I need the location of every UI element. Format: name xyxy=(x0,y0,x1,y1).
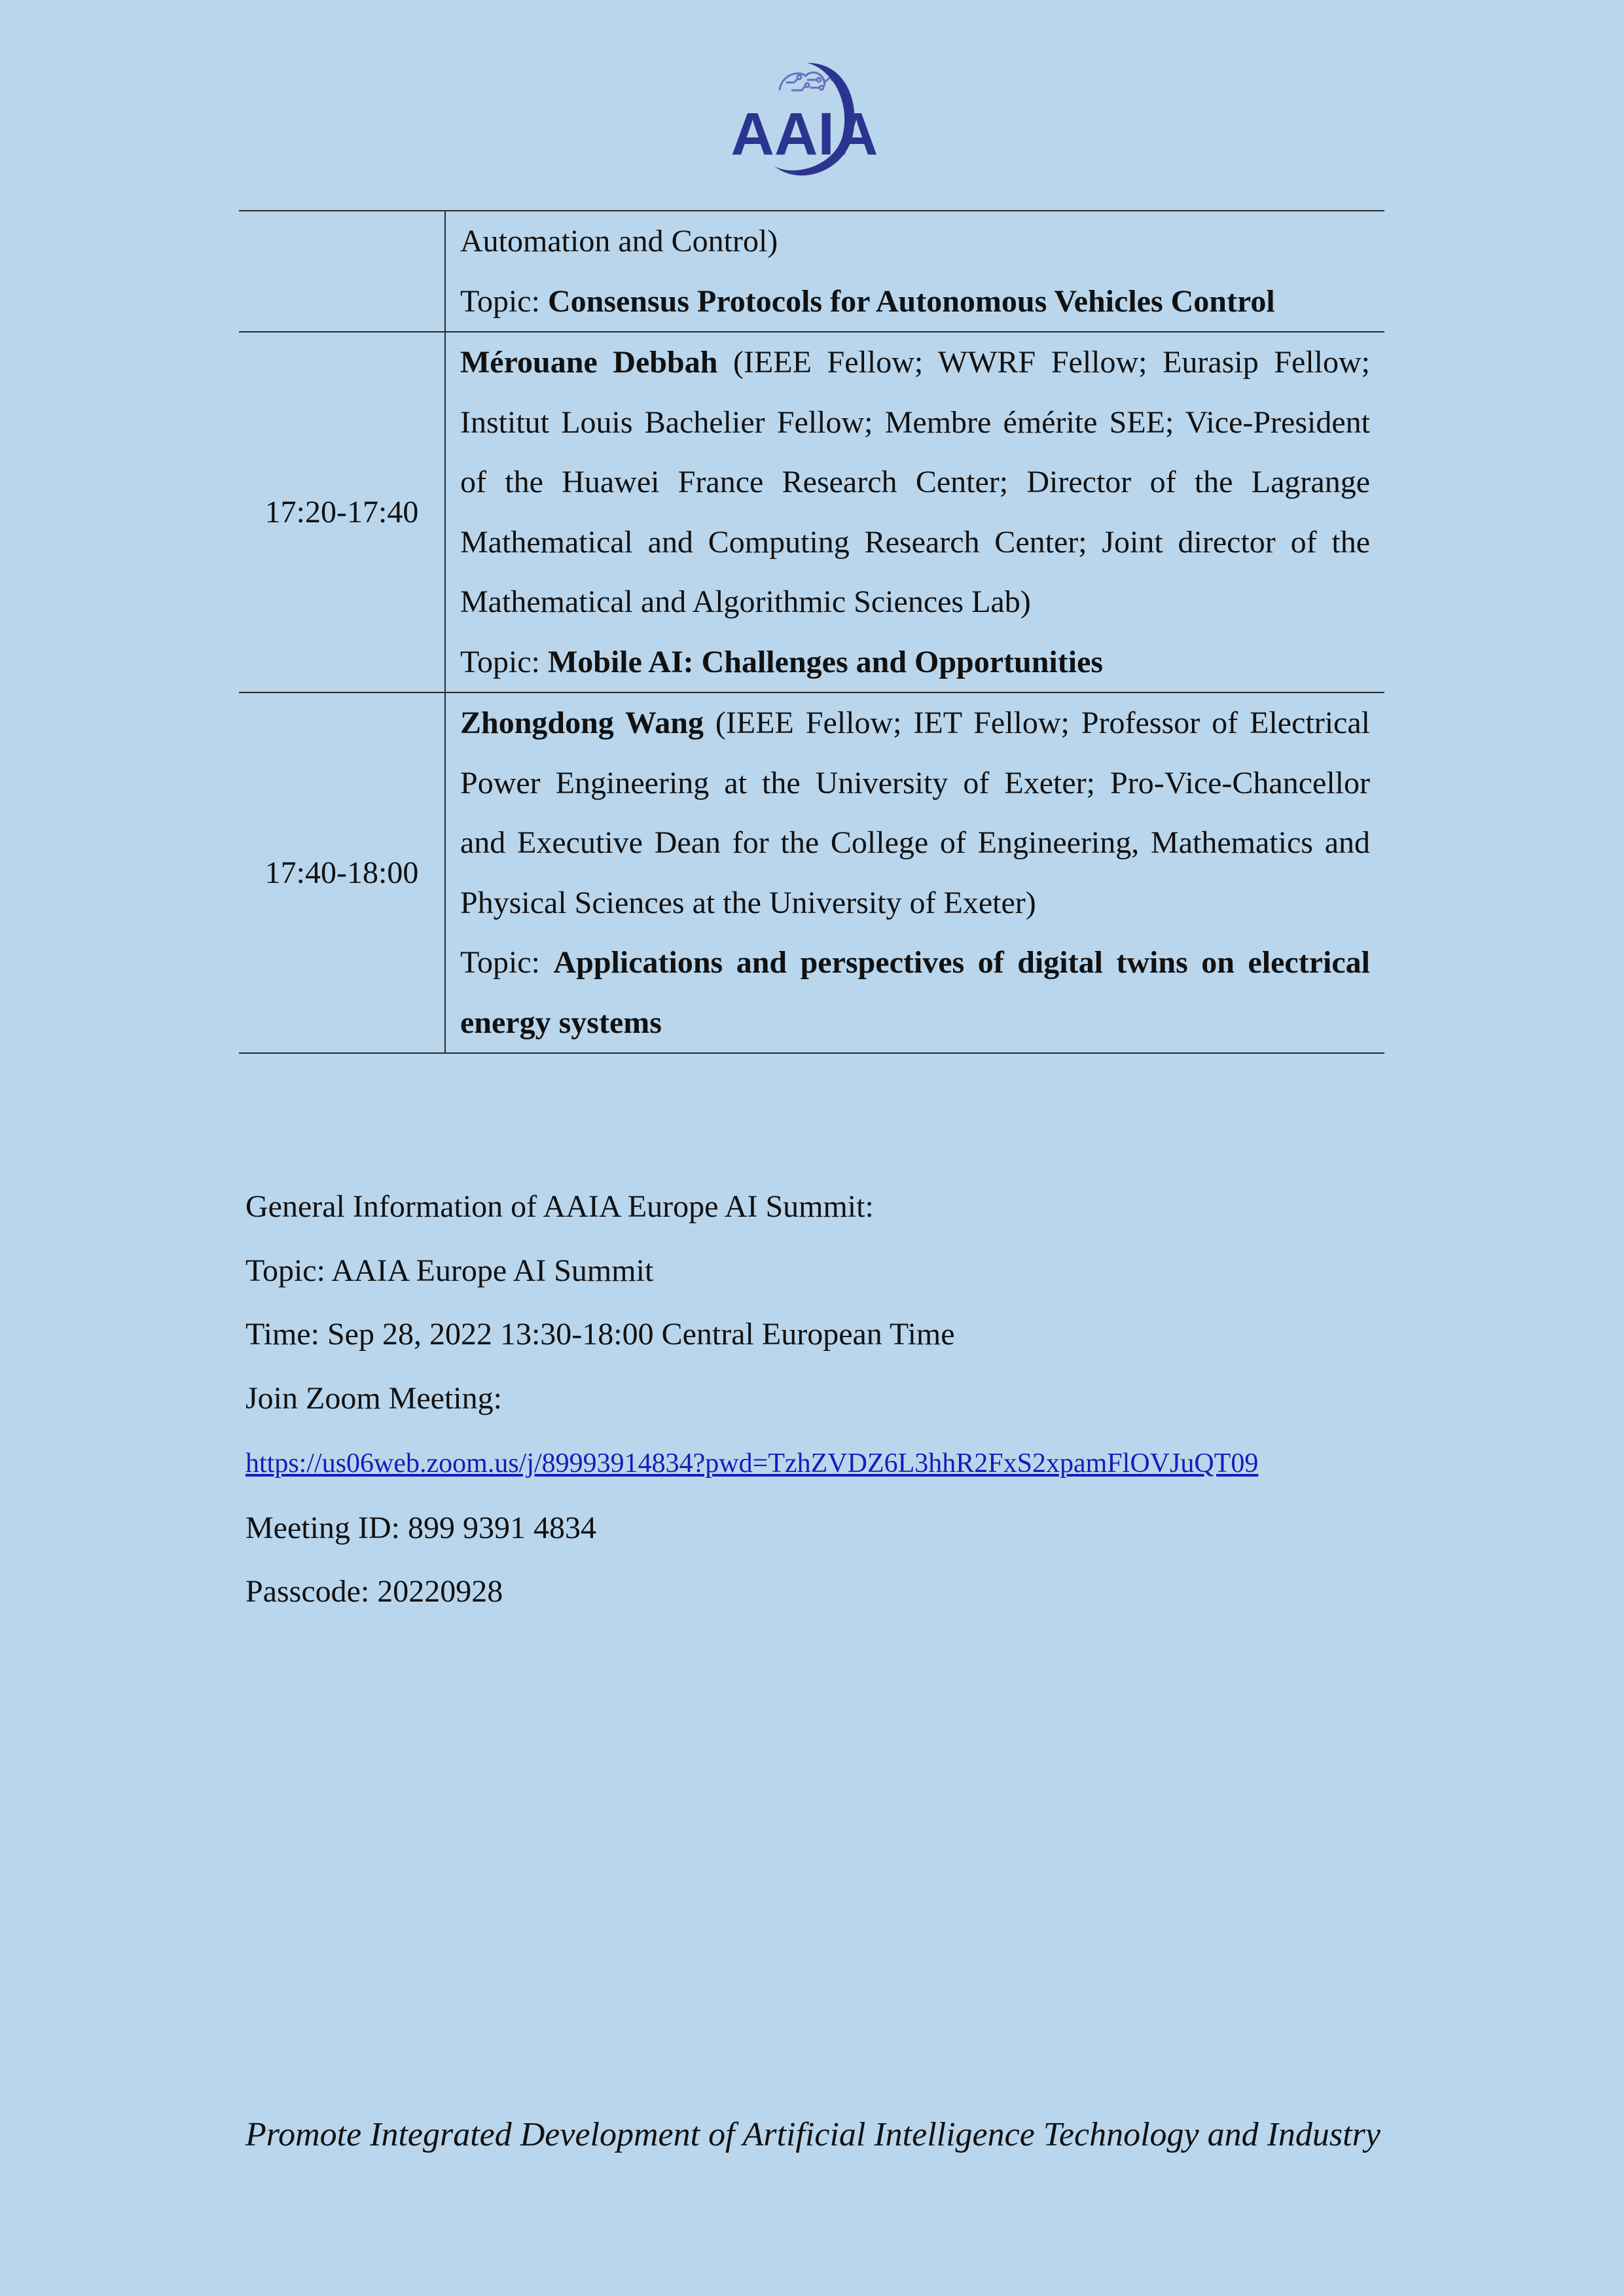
speaker-info xyxy=(460,211,1370,272)
topic-label: Topic: xyxy=(460,644,548,679)
info-meeting-id: Meeting ID: 899 9391 4834 xyxy=(245,1510,596,1545)
speaker-name: Mérouane Debbah xyxy=(460,345,718,380)
speaker-cell xyxy=(445,692,1384,1053)
info-heading: General Information of AAIA Europe AI Summit: xyxy=(245,1189,874,1224)
info-passcode: Passcode: 20220928 xyxy=(245,1574,503,1609)
talk-topic xyxy=(460,272,1370,332)
topic-label: Topic: xyxy=(460,283,548,319)
table-row xyxy=(239,332,1384,692)
speaker-name: Zhongdong Wang xyxy=(460,706,704,740)
info-join-label: Join Zoom Meeting: xyxy=(245,1380,502,1416)
info-topic: Topic: AAIA Europe AI Summit xyxy=(245,1253,654,1288)
footer-slogan: Promote Integrated Development of Artificial Intelligence Technology and Industry xyxy=(245,2116,1380,2153)
speaker-info xyxy=(460,693,1370,933)
speaker-cell xyxy=(445,332,1384,692)
aaia-logo xyxy=(729,56,886,187)
topic-title: Mobile AI: Challenges and Opportunities xyxy=(547,644,1104,679)
talk-topic xyxy=(460,933,1370,1052)
table-row xyxy=(239,211,1384,332)
speaker-affiliation: (IEEE Fellow; IET Fellow; Professor of Electrical Power Engineering at the University of Exeter; Pro-Vice-Chancellor and Executive Dean for the College of Engineering, Mathematics and Physical Sciences at the University of Exeter) xyxy=(460,706,1370,920)
speaker-info xyxy=(460,332,1370,632)
aaia-logo-icon xyxy=(729,56,886,187)
table-row xyxy=(239,692,1384,1053)
general-info xyxy=(245,1175,1424,1624)
logo-wordmark: AAIA xyxy=(731,101,878,168)
topic-title: Consensus Protocols for Autonomous Vehicles Control xyxy=(547,283,1275,319)
speaker-affiliation: (IEEE Fellow; WWRF Fellow; Eurasip Fellow; Institut Louis Bachelier Fellow; Membre émérite SEE; Vice-President of the Huawei France Research Center; Director of the Lagrange Mathematical and Computing Research Center; Joint director of the Mathematical and Algorithmic Sciences Lab) xyxy=(460,345,1371,619)
zoom-meeting-link[interactable]: https://us06web.zoom.us/j/89993914834?pwd=TzhZVDZ6L3hhR2FxS2xpamFlOVJuQT09 xyxy=(245,1448,1259,1479)
schedule-table xyxy=(239,210,1384,1054)
topic-label: Topic: xyxy=(460,945,554,980)
time-cell xyxy=(239,211,445,332)
speaker-cell xyxy=(445,211,1384,332)
topic-title: Applications and perspectives of digital twins on electrical energy systems xyxy=(460,945,1371,1040)
speaker-affiliation: Automation and Control) xyxy=(460,224,778,259)
time-cell: 17:40-18:00 xyxy=(239,692,445,1053)
talk-topic xyxy=(460,632,1370,692)
time-cell: 17:20-17:40 xyxy=(239,332,445,692)
info-time: Time: Sep 28, 2022 13:30-18:00 Central European Time xyxy=(245,1317,955,1352)
